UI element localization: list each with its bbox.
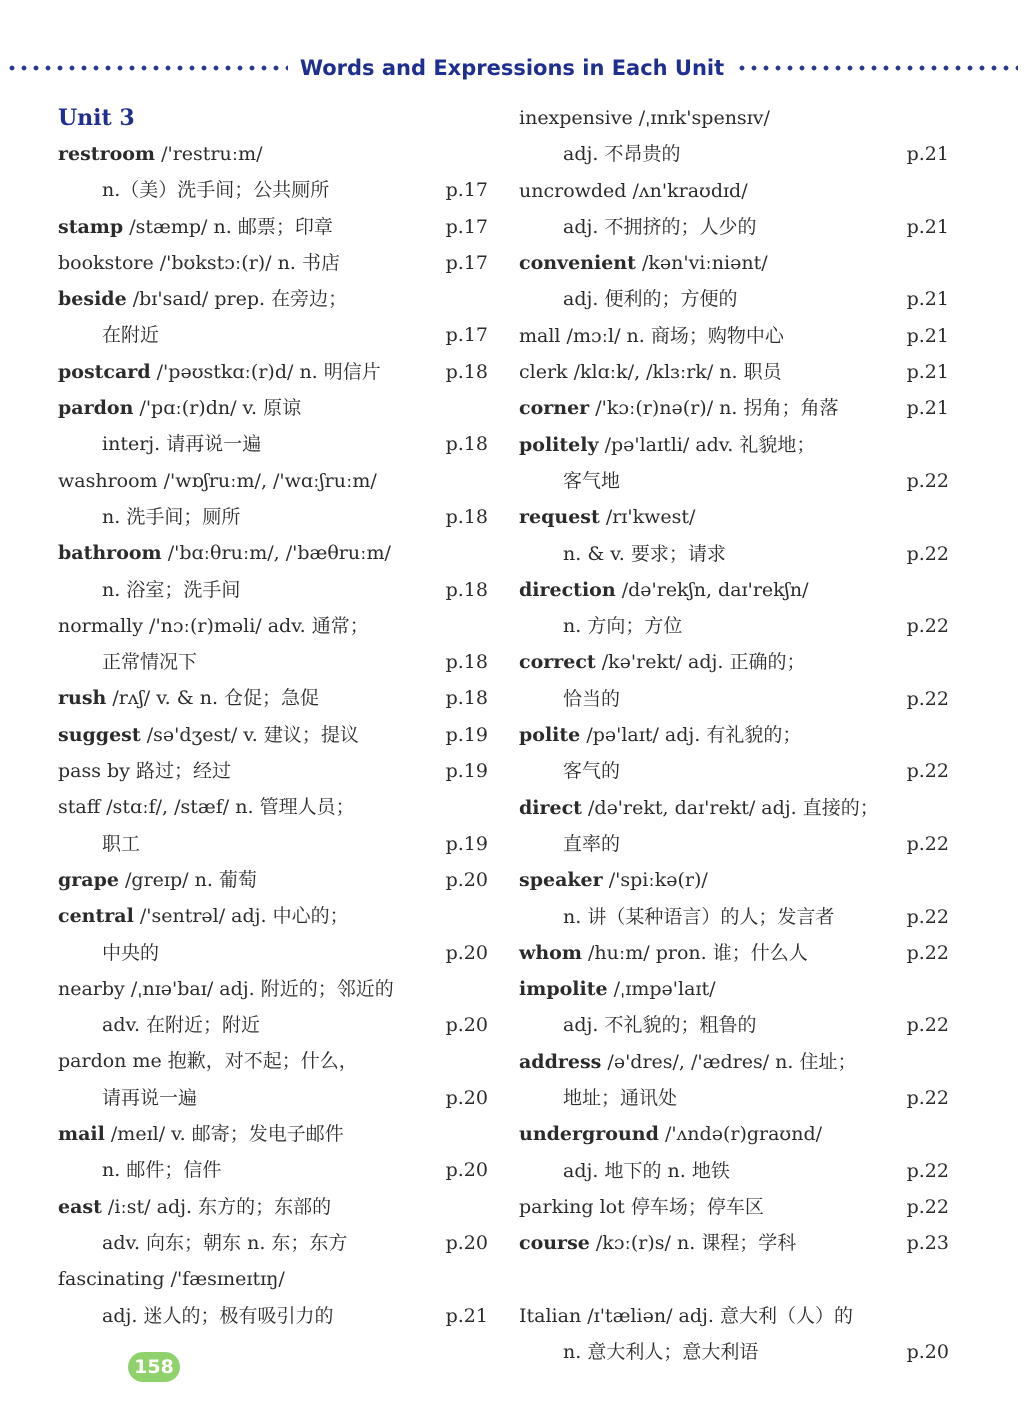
vocab-entry: [58, 390, 488, 426]
entry-definition: /iːst/ adj. 东方的；东部的: [107, 1195, 332, 1218]
entry-word: grape: [58, 868, 119, 891]
vocab-entry: [58, 789, 488, 825]
entry-word: stamp: [58, 215, 124, 238]
entry-word: corner: [519, 397, 590, 420]
entry-word: nearby: [58, 977, 125, 1000]
entry-word: inexpensive: [519, 107, 633, 129]
vocab-entry: [58, 1261, 488, 1297]
entry-page-ref: p.22: [906, 469, 949, 492]
entry-page-ref: p.22: [906, 905, 949, 928]
vocab-entry: [519, 1298, 949, 1334]
entry-definition: /ʌn'kraʊdɪd/: [632, 179, 748, 202]
entry-continuation: [519, 1153, 949, 1189]
entry-page-ref: p.21: [906, 361, 949, 384]
entry-page-ref: p.22: [906, 760, 949, 783]
vocab-entry: [519, 1116, 949, 1152]
entry-word: pardon: [58, 397, 134, 420]
entry-definition: 正常情况下: [102, 651, 198, 674]
entry-word: central: [58, 905, 134, 928]
entry-definition: adj. 不昂贵的: [563, 143, 681, 166]
entry-definition: 地址；通讯处: [563, 1087, 678, 1110]
entry-page-ref: p.22: [906, 832, 949, 855]
entry-definition: /sə'dʒest/ v. 建议；提议: [146, 723, 359, 746]
entry-word: beside: [58, 288, 127, 311]
entry-definition: /'ʌndə(r)graʊnd/: [664, 1123, 823, 1146]
entry-definition: adj. 便利的；方便的: [563, 288, 738, 311]
entry-page-ref: p.18: [445, 433, 488, 456]
entry-continuation: [58, 572, 488, 608]
entry-word: Italian: [519, 1304, 582, 1327]
entry-definition: 客气地: [563, 469, 621, 492]
entry-definition: /stɑːf/, /stæf/ n. 管理人员；: [106, 796, 355, 819]
vocab-entry: [519, 935, 949, 971]
entry-definition: /greɪp/ n. 葡萄: [125, 868, 257, 891]
entry-definition: /kɔː(r)s/ n. 课程；学科: [595, 1232, 797, 1255]
entry-page-ref: p.18: [445, 651, 488, 674]
entry-definition: /ˌɪnɪk'spensɪv/: [638, 107, 770, 129]
entry-definition: /pə'laɪtli/ adv. 礼貌地；: [604, 433, 816, 456]
vocab-entry: [519, 499, 949, 535]
entry-definition: /'wɒʃruːm/, /'wɑːʃruːm/: [163, 469, 377, 492]
entry-definition: 路过；经过: [135, 760, 231, 783]
entry-continuation: [58, 1080, 488, 1116]
entry-word: staff: [58, 796, 101, 819]
entry-definition: /mɔːl/ n. 商场；购物中心: [566, 324, 784, 347]
entry-page-ref: p.22: [906, 542, 949, 565]
entry-word: parking lot: [519, 1195, 625, 1218]
entry-page-ref: p.17: [445, 215, 488, 238]
entry-definition: /də'rekt, daɪ'rekt/ adj. 直接的；: [588, 796, 879, 819]
entry-definition: /huːm/ pron. 谁；什么人: [588, 941, 808, 964]
entry-definition: interj. 请再说一遍: [102, 433, 262, 456]
entry-definition: adj. 不拥挤的；人少的: [563, 215, 757, 238]
entry-definition: /'kɔː(r)nə(r)/ n. 拐角；角落: [595, 397, 839, 420]
entry-word: direct: [519, 796, 582, 819]
entry-continuation: [519, 1080, 949, 1116]
entry-word: direction: [519, 578, 616, 601]
entry-definition: /meɪl/ v. 邮寄；发电子邮件: [110, 1123, 344, 1146]
vocab-entry: [58, 753, 488, 789]
entry-word: whom: [519, 941, 582, 964]
entry-definition: n. 洗手间；厕所: [102, 505, 241, 528]
entry-word: east: [58, 1195, 102, 1218]
entry-definition: n. 方向；方位: [563, 615, 683, 638]
left-column: [58, 100, 488, 1334]
entry-continuation: [58, 317, 488, 353]
entry-page-ref: p.22: [906, 1014, 949, 1037]
vocab-entry: [58, 717, 488, 753]
entry-continuation: [519, 608, 949, 644]
vocab-entry: [58, 971, 488, 1007]
entry-page-ref: p.22: [906, 941, 949, 964]
entry-continuation: [58, 1152, 488, 1188]
vocab-entry: [519, 1044, 949, 1080]
vocab-entry: [519, 790, 949, 826]
vocab-entry: [58, 463, 488, 499]
entry-definition: 职工: [102, 832, 141, 855]
vocab-entry: [58, 354, 488, 390]
entry-page-ref: p.20: [906, 1341, 949, 1364]
entry-continuation: [58, 499, 488, 535]
entry-definition: /'pɑː(r)dn/ v. 原谅: [139, 397, 302, 420]
vocab-entry: [58, 245, 488, 281]
entry-definition: /də'rekʃn, daɪ'rekʃn/: [621, 578, 809, 601]
entry-page-ref: p.22: [906, 1087, 949, 1110]
entry-word: correct: [519, 651, 596, 674]
entry-definition: n. 邮件；信件: [102, 1159, 222, 1182]
entry-page-ref: p.18: [445, 505, 488, 528]
entry-word: underground: [519, 1123, 659, 1146]
entry-page-ref: p.19: [445, 760, 488, 783]
entry-word: impolite: [519, 978, 608, 1001]
vocab-entry: [519, 1189, 949, 1225]
vocab-entry: [58, 680, 488, 716]
entry-definition: 停车场；停车区: [630, 1195, 764, 1218]
vocab-entry: [58, 898, 488, 934]
entry-definition: 客气的: [563, 760, 621, 783]
entry-page-ref: p.17: [445, 324, 488, 347]
vocab-entry: [519, 390, 949, 426]
entry-continuation: [519, 536, 949, 572]
vocab-entry: [58, 281, 488, 317]
entry-page-ref: p.22: [906, 1159, 949, 1182]
entry-word: politely: [519, 433, 599, 456]
entry-definition: /'pəʊstkɑː(r)d/ n. 明信片: [156, 360, 381, 383]
entry-definition: /klɑːk/, /klɜːrk/ n. 职员: [573, 361, 782, 384]
entry-definition: n.（美）洗手间；公共厕所: [102, 179, 330, 202]
entry-page-ref: p.20: [445, 941, 488, 964]
right-column: [519, 100, 949, 1370]
entry-continuation: [58, 1225, 488, 1261]
entry-continuation: [519, 136, 949, 172]
entry-definition: /bɪ'saɪd/ prep. 在旁边；: [132, 288, 348, 311]
page-header: [0, 50, 1024, 86]
vocab-entry: [519, 245, 949, 281]
entry-definition: /rʌʃ/ v. & n. 仓促；急促: [112, 687, 320, 710]
vocab-entry: [519, 173, 949, 209]
entry-word: washroom: [58, 469, 158, 492]
entry-definition: n. 意大利人；意大利语: [563, 1341, 759, 1364]
entry-word: pass by: [58, 760, 130, 783]
entry-definition: /rɪ'kwest/: [605, 506, 696, 529]
entry-definition: 中央的: [102, 941, 160, 964]
vocab-entry: [519, 1225, 949, 1261]
vocab-entry: [519, 100, 949, 136]
header-title: Words and Expressions in Each Unit: [299, 56, 725, 80]
entry-word: convenient: [519, 252, 636, 275]
vocab-entry: [58, 136, 488, 172]
entry-continuation: [58, 172, 488, 208]
entry-definition: adv. 在附近；附近: [102, 1014, 261, 1037]
entry-word: course: [519, 1232, 590, 1255]
entry-word: restroom: [58, 143, 156, 165]
entry-definition: 直率的: [563, 832, 621, 855]
entry-continuation: [519, 681, 949, 717]
vocab-entry: [58, 1189, 488, 1225]
entry-page-ref: p.21: [906, 324, 949, 347]
entry-word: bathroom: [58, 542, 162, 565]
vocab-entry: [519, 862, 949, 898]
entry-continuation: [519, 463, 949, 499]
entry-definition: adj. 不礼貌的；粗鲁的: [563, 1014, 757, 1037]
entry-continuation: [58, 935, 488, 971]
entry-definition: /'restruːm/: [161, 143, 263, 165]
vocab-entry: [58, 1116, 488, 1152]
entry-continuation: [519, 753, 949, 789]
entry-definition: /'fæsɪneɪtɪŋ/: [170, 1268, 285, 1291]
entry-word: rush: [58, 687, 107, 710]
entry-page-ref: p.19: [445, 832, 488, 855]
vocab-entry: [58, 608, 488, 644]
entry-page-ref: p.20: [445, 1231, 488, 1254]
entry-definition: adj. 地下的 n. 地铁: [563, 1159, 730, 1182]
entry-definition: 在附近: [102, 324, 160, 347]
entry-word: clerk: [519, 361, 568, 384]
entry-definition: /ˌnɪə'baɪ/ adj. 附近的；邻近的: [130, 977, 394, 1000]
entry-word: mail: [58, 1123, 105, 1146]
entry-definition: 恰当的: [563, 687, 621, 710]
entry-continuation: [519, 209, 949, 245]
entry-continuation: [519, 281, 949, 317]
entry-definition: 抱歉，对不起；什么，: [167, 1050, 358, 1073]
entry-definition: /ˌɪmpə'laɪt/: [613, 978, 716, 1001]
vocab-entry: [519, 971, 949, 1007]
entry-word: normally: [58, 614, 143, 637]
entry-word: request: [519, 506, 600, 529]
entry-page-ref: p.17: [445, 179, 488, 202]
entry-page-ref: p.20: [445, 1014, 488, 1037]
entry-page-ref: p.19: [445, 723, 488, 746]
entry-page-ref: p.22: [906, 615, 949, 638]
entry-definition: /ə'dres/, /'ædres/ n. 住址；: [607, 1050, 857, 1073]
entry-definition: /kən'viːniənt/: [641, 252, 768, 275]
vocab-entry: [58, 209, 488, 245]
vocab-entry: [58, 1043, 488, 1079]
entry-word: address: [519, 1050, 602, 1073]
entry-definition: /'spiːkə(r)/: [608, 869, 708, 892]
entry-page-ref: p.20: [445, 868, 488, 891]
entry-definition: /pə'laɪt/ adj. 有礼貌的；: [586, 724, 802, 747]
unit-title: Unit 3: [58, 105, 135, 131]
entry-word: speaker: [519, 869, 603, 892]
entry-continuation: [519, 899, 949, 935]
entry-definition: 请再说一遍: [102, 1086, 198, 1109]
entry-continuation: [58, 1298, 488, 1334]
entry-word: pardon me: [58, 1050, 162, 1073]
entry-page-ref: p.21: [906, 215, 949, 238]
vocab-entry: [519, 644, 949, 680]
entry-page-ref: p.17: [445, 251, 488, 274]
entry-word: suggest: [58, 723, 141, 746]
entry-page-ref: p.22: [906, 1195, 949, 1218]
entry-definition: n. 浴室；洗手间: [102, 578, 241, 601]
entry-continuation: [519, 826, 949, 862]
entry-word: mall: [519, 324, 561, 347]
entry-page-ref: p.21: [906, 397, 949, 420]
entry-word: uncrowded: [519, 179, 627, 202]
vocab-entry: [519, 717, 949, 753]
header-dots-right: [736, 64, 1018, 72]
header-dots-left: [6, 64, 288, 72]
entry-definition: adj. 迷人的；极有吸引力的: [102, 1304, 334, 1327]
page-number-badge: 158: [128, 1352, 180, 1382]
vocab-entry: [519, 318, 949, 354]
entry-definition: /'bɑːθruːm/, /'bæθruːm/: [167, 542, 391, 565]
entry-page-ref: p.21: [906, 143, 949, 166]
entry-continuation: [519, 1007, 949, 1043]
entry-continuation: [58, 826, 488, 862]
entry-page-ref: p.21: [906, 288, 949, 311]
vocab-entry: [519, 427, 949, 463]
entry-definition: adv. 向东；朝东 n. 东；东方: [102, 1231, 348, 1254]
entry-definition: /kə'rekt/ adj. 正确的；: [601, 651, 806, 674]
vocab-entry: [519, 572, 949, 608]
entry-definition: n. 讲（某种语言）的人；发言者: [563, 905, 835, 928]
entry-definition: /'bʊkstɔː(r)/ n. 书店: [159, 251, 340, 274]
vocab-entry: [58, 862, 488, 898]
entry-word: postcard: [58, 360, 151, 383]
entry-page-ref: p.20: [445, 1159, 488, 1182]
entry-definition: /stæmp/ n. 邮票；印章: [129, 215, 333, 238]
entry-continuation: [58, 644, 488, 680]
entry-page-ref: p.18: [445, 578, 488, 601]
entry-definition: /ɪ'tæliən/ adj. 意大利（人）的: [587, 1304, 853, 1327]
entry-definition: /'sentrəl/ adj. 中心的；: [139, 905, 349, 928]
entry-word: polite: [519, 724, 581, 747]
entry-definition: /'nɔː(r)məli/ adv. 通常；: [149, 614, 369, 637]
entry-word: bookstore: [58, 251, 154, 274]
entry-page-ref: p.23: [906, 1232, 949, 1255]
vocab-entry: [58, 535, 488, 571]
entry-page-ref: p.21: [445, 1304, 488, 1327]
entry-page-ref: p.18: [445, 360, 488, 383]
entry-word: fascinating: [58, 1268, 165, 1291]
entry-continuation: [519, 1334, 949, 1370]
entry-definition: n. & v. 要求；请求: [563, 542, 726, 565]
vocab-entry: [519, 354, 949, 390]
entry-continuation: [58, 426, 488, 462]
entry-continuation: [58, 1007, 488, 1043]
entry-page-ref: p.18: [445, 687, 488, 710]
entry-page-ref: p.22: [906, 687, 949, 710]
entry-page-ref: p.20: [445, 1086, 488, 1109]
column-gap: [519, 1262, 949, 1298]
